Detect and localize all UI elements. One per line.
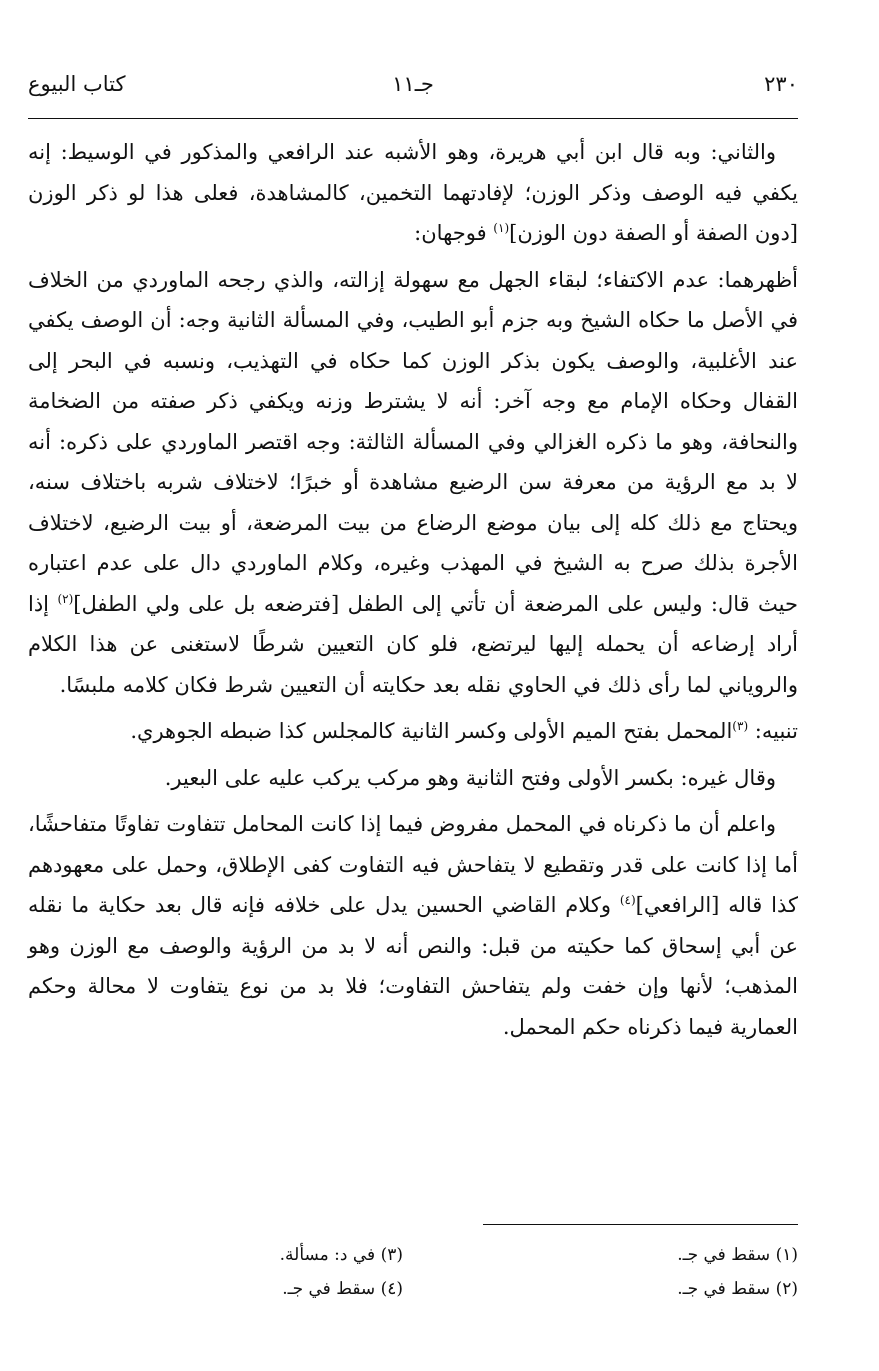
- footnote-ref-2: (٢): [57, 591, 74, 606]
- book-page: [28, 0, 798, 1371]
- paragraph-1: [28, 132, 798, 254]
- footnote-ref-4: (٤): [619, 893, 636, 907]
- paragraph-5-tail: وكلام القاضي الحسين يدل على خلافه فإنه قال بعد حكاية ما نقله عن أبي إسحاق كما حكيته من قبل: والنص أنه لا بد من الرؤية والوصف مع الوزن وهو المذهب؛ لأنها وإن خفت ولم يتفاحش التفاوت؛ فلا بد من نوع يتفاوت لا محالة وحكم العمارية فيما ذكرناه حكم المحمل.: [28, 893, 798, 1039]
- body-text: [28, 132, 798, 1053]
- footnote-2: (٢) سقط في جـ.: [677, 1279, 798, 1299]
- footnote-4: (٤) سقط في جـ.: [282, 1279, 403, 1299]
- paragraph-2: [28, 260, 798, 706]
- paragraph-5-text: واعلم أن ما ذكرناه في المحمل مفروض فيما إذا كانت المحامل تتفاوت تفاوتًا متفاحشًا، أما إذا كانت على قدر وتقطيع لا يتفاحش فيه التفاوت كفى الإطلاق، وحمل على معهودهم كذا قاله [الرافعي]: [28, 812, 798, 917]
- paragraph-3-tail: المحمل بفتح الميم الأولى وكسر الثانية كالمجلس كذا ضبطه الجوهري.: [130, 719, 733, 743]
- header-divider: [28, 118, 798, 119]
- paragraph-5: [28, 804, 798, 1047]
- paragraph-2-text: أظهرهما: عدم الاكتفاء؛ لبقاء الجهل مع سهولة إزالته، والذي رجحه الماوردي من الخلاف في الأصل ما حكاه الشيخ وبه جزم أبو الطيب، وفي المسألة الثانية وجه: أن الوصف يكفي عند الأغلبية، والوصف يكون بذكر الوزن كما حكاه في التهذيب، ونسبه في البحر إلى القفال وحكاه الإمام مع وجه آخر: أنه لا يشترط وزنه ويكفي ذكر صفته من الضخامة والنحافة، وهو ما ذكره الغزالي وفي المسألة الثالثة: وجه اقتصر الماوردي على ذكره: أنه لا بد مع الرؤية من معرفة سن الرضيع مشاهدة أو خبرًا؛ لاختلاف شربه باختلاف سنه، ويحتاج مع ذلك كله إلى بيان موضع الرضاع من بيت المرضعة، أو بيت الرضيع، لاختلاف الأجرة بذلك صرح به الشيخ في المهذب وغيره، وكلام الماوردي دال على عدم اعتباره حيث قال: وليس على المرضعة أن تأتي إلى الطفل [فترضعه بل على ولي الطفل]: [28, 267, 798, 616]
- paragraph-3-text: تنبيه:: [748, 719, 798, 743]
- paragraph-1-tail: فوجهان:: [414, 221, 494, 245]
- footnote-column-right: [498, 1238, 798, 1306]
- footnote-1: (١) سقط في جـ.: [677, 1245, 798, 1265]
- footnote-column-left: [103, 1238, 403, 1306]
- paragraph-1-text: والثاني: وبه قال ابن أبي هريرة، وهو الأشبه عند الرافعي والمذكور في الوسيط: إنه يكفي فيه الوصف وذكر الوزن؛ لإفادتهما التخمين، كالمشاهدة، فعلى هذا لو ذكر الوزن [دون الصفة أو الصفة دون الوزن]: [28, 140, 798, 245]
- paragraph-4: [28, 758, 798, 799]
- running-header: [28, 72, 798, 112]
- footnote-3: (٣) في د: مسألة.: [279, 1245, 403, 1265]
- volume-label: جـ١١: [392, 72, 434, 96]
- paragraph-2-tail: إذا أراد إرضاعه أن يحمله إليها ليرتضع، فلو كان التعيين شرطًا لاستغنى عن هذا الكلام والروياني لما رأى ذلك في الحاوي نقله بعد حكايته أن التعيين شرط فكان كلامه ملبسًا.: [28, 591, 798, 697]
- footnote-ref-1: (١): [493, 221, 510, 235]
- page-number: ٢٣٠: [764, 72, 798, 96]
- book-title: كتاب البيوع: [28, 72, 126, 96]
- paragraph-3: [28, 711, 798, 752]
- footnote-ref-3: (٣): [732, 719, 749, 733]
- paragraph-4-text: وقال غيره: بكسر الأولى وفتح الثانية وهو مركب يركب عليه على البعير.: [164, 765, 776, 790]
- footnote-divider: [483, 1224, 798, 1225]
